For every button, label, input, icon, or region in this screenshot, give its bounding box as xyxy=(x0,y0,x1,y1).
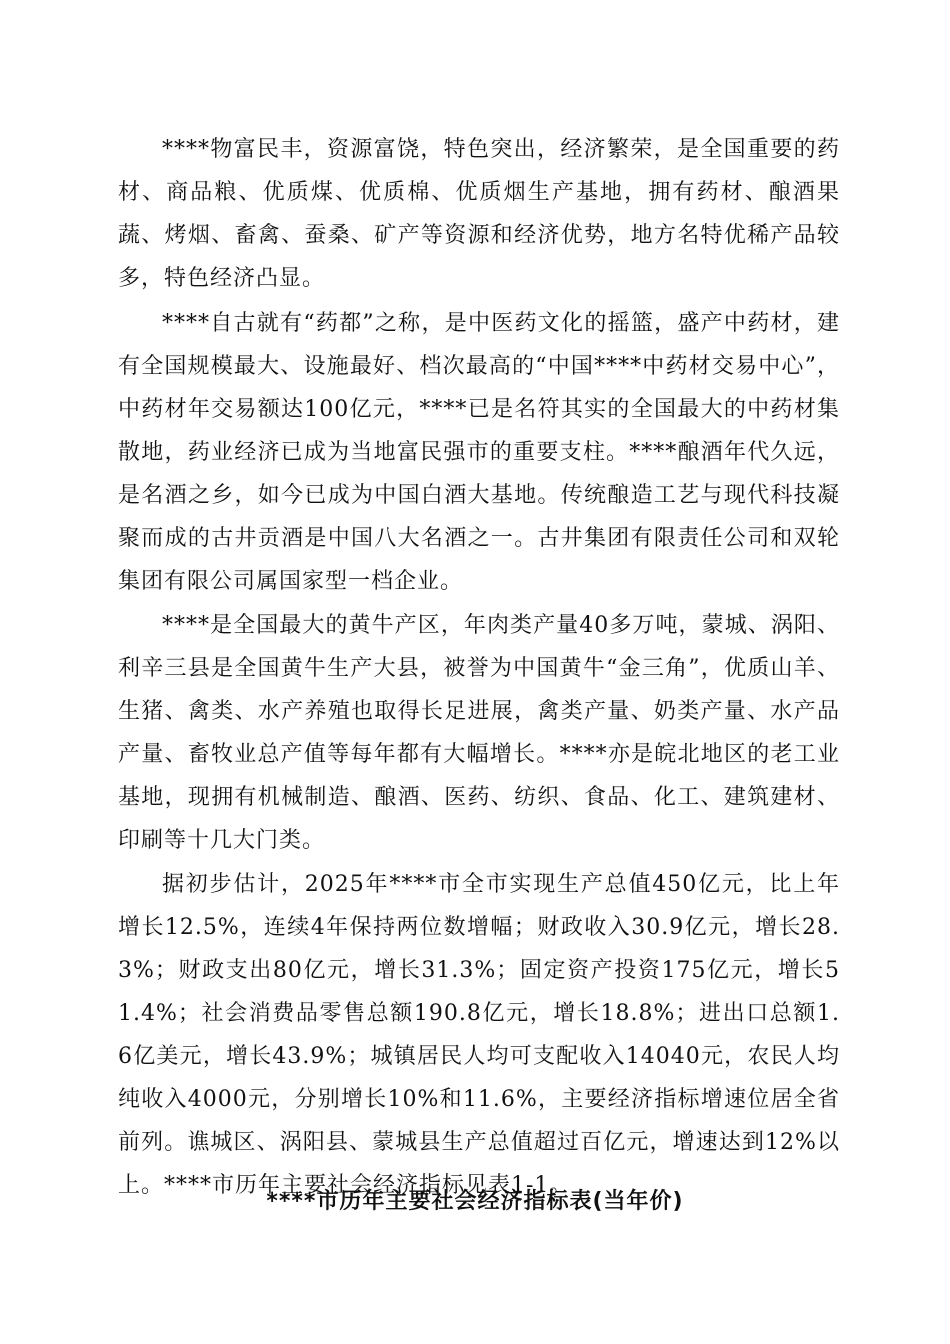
table-title: ****市历年主要社会经济指标表(当年价) xyxy=(266,1189,684,1214)
paragraph-economic-indicators: 据初步估计，2025年****市全市实现生产总值450亿元，比上年增长12.5%，连续4年保持两位数增幅；财政收入30.9亿元，增长28.3%；财政支出80亿元，增长31.3%；固定资产投资175亿元，增长51.4%；社会消费品零售总额190.8亿元，增长18.8%；进出口总额1.6亿美元，增长43.9%；城镇居民人均可支配收入14040元，农民人均纯收入4000元，分别增长10%和11.6%，主要经济指标增速位居全省前列。谯城区、涡阳县、蒙城县生产总值超过百亿元，增速达到12%以上。****市历年主要社会经济指标见表1-1。 xyxy=(118,872,840,1198)
paragraph-resources: ****物富民丰，资源富饶，特色突出，经济繁荣，是全国重要的药材、商品粮、优质煤、优质棉、优质烟生产基地，拥有药材、酿酒果蔬、烤烟、畜禽、蚕桑、矿产等资源和经济优势，地方名特优稀产品较多，特色经济凸显。 xyxy=(118,137,840,291)
paragraph-livestock-industry: ****是全国最大的黄牛产区，年肉类产量40多万吨，蒙城、涡阳、利辛三县是全国黄牛生产大县，被誉为中国黄牛“金三角”，优质山羊、生猪、禽类、水产养殖也取得长足进展，禽类产量、奶类产量、水产品产量、畜牧业总产值等每年都有大幅增长。****亦是皖北地区的老工业基地，现拥有机械制造、酿酒、医药、纺织、食品、化工、建筑建材、印刷等十几大门类。 xyxy=(118,613,840,853)
paragraph-medicine-liquor: ****自古就有“药都”之称，是中医药文化的摇篮，盛产中药材，建有全国规模最大、设施最好、档次最高的“中国****中药材交易中心”，中药材年交易额达100亿元，****已是名符其实的全国最大的中药材集散地，药业经济已成为当地富民强市的重要支柱。****酿酒年代久远，是名酒之乡，如今已成为中国白酒大基地。传统酿造工艺与现代科技凝聚而成的古井贡酒是中国八大名酒之一。古井集团有限责任公司和双轮集团有限公司属国家型一档企业。 xyxy=(118,311,840,594)
